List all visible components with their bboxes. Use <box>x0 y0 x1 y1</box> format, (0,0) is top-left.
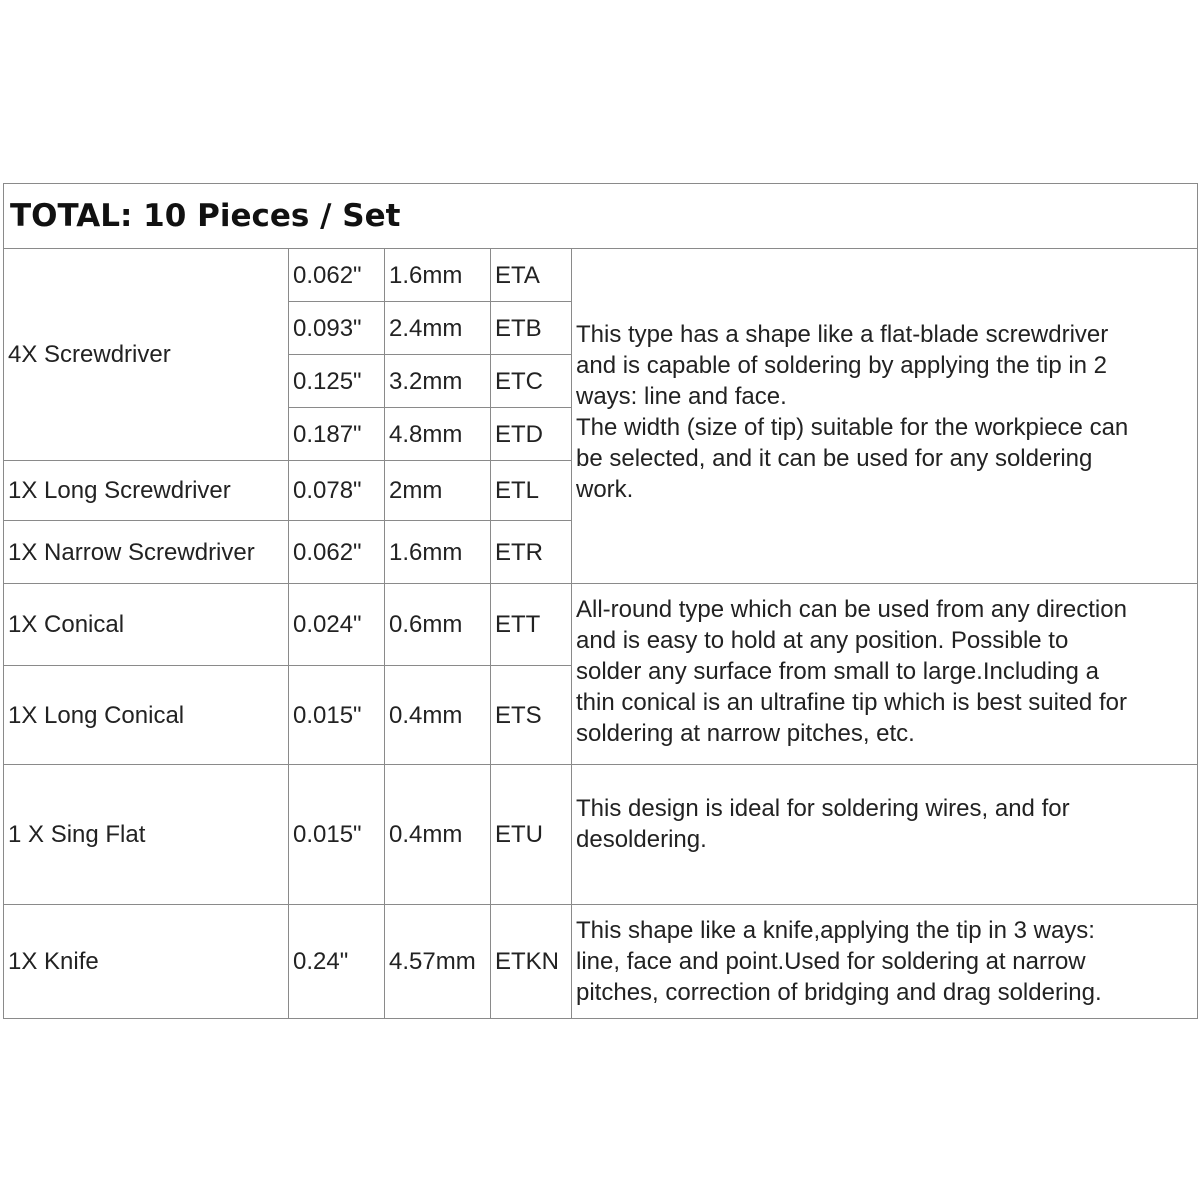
description-line: desoldering. <box>576 826 707 853</box>
tip-code: ETB <box>491 302 572 355</box>
tip-code: ETR <box>491 521 572 584</box>
size-mm: 1.6mm <box>385 521 491 584</box>
size-inch: 0.062" <box>289 521 385 584</box>
size-mm: 0.6mm <box>385 584 491 666</box>
size-mm: 0.4mm <box>385 765 491 905</box>
size-inch: 0.062" <box>289 249 385 302</box>
tip-code: ETT <box>491 584 572 666</box>
description-line: and is capable of soldering by applying the tip in 2 <box>576 352 1108 379</box>
tip-code: ETA <box>491 249 572 302</box>
item-name: 1 X Sing Flat <box>4 765 289 905</box>
tip-code: ETS <box>491 666 572 765</box>
description-line: This shape like a knife,applying the tip in 3 ways: <box>576 917 1095 944</box>
size-mm: 2mm <box>385 461 491 521</box>
description-line: soldering at narrow pitches, etc. <box>576 720 915 747</box>
description-line: This design is ideal for soldering wires, and for <box>576 795 1070 822</box>
size-inch: 0.024" <box>289 584 385 666</box>
description-line: All-round type which can be used from any direction <box>576 596 1127 623</box>
spec-table <box>3 183 1198 1019</box>
size-inch: 0.078" <box>289 461 385 521</box>
description-knife <box>572 905 1198 1019</box>
description-flat <box>572 765 1198 905</box>
size-mm: 1.6mm <box>385 249 491 302</box>
item-name: 1X Long Screwdriver <box>4 461 289 521</box>
table-row <box>4 765 1198 905</box>
size-inch: 0.187" <box>289 408 385 461</box>
description-conical <box>572 584 1198 765</box>
size-inch: 0.015" <box>289 765 385 905</box>
description-line: This type has a shape like a flat-blade screwdriver <box>576 321 1109 348</box>
tip-code: ETKN <box>491 905 572 1019</box>
description-line: be selected, and it can be used for any soldering <box>576 445 1093 472</box>
item-name: 1X Conical <box>4 584 289 666</box>
table-row <box>4 584 1198 666</box>
title-row <box>4 184 1198 249</box>
size-mm: 4.57mm <box>385 905 491 1019</box>
size-mm: 2.4mm <box>385 302 491 355</box>
table-title: TOTAL: 10 Pieces / Set <box>4 184 1198 249</box>
size-inch: 0.125" <box>289 355 385 408</box>
description-line: thin conical is an ultrafine tip which is best suited for <box>576 689 1127 716</box>
description-line: pitches, correction of bridging and drag soldering. <box>576 979 1102 1006</box>
table-row <box>4 905 1198 1019</box>
description-line: line, face and point.Used for soldering at narrow <box>576 948 1086 975</box>
description-screwdriver <box>572 249 1198 584</box>
tip-code: ETU <box>491 765 572 905</box>
item-name: 4X Screwdriver <box>4 249 289 461</box>
tip-code: ETC <box>491 355 572 408</box>
description-line: work. <box>576 476 634 503</box>
item-name: 1X Narrow Screwdriver <box>4 521 289 584</box>
size-mm: 4.8mm <box>385 408 491 461</box>
size-mm: 3.2mm <box>385 355 491 408</box>
tip-code: ETD <box>491 408 572 461</box>
description-line: ways: line and face. <box>576 383 787 410</box>
size-inch: 0.093" <box>289 302 385 355</box>
tip-code: ETL <box>491 461 572 521</box>
size-mm: 0.4mm <box>385 666 491 765</box>
description-line: solder any surface from small to large.Including a <box>576 658 1099 685</box>
description-line: The width (size of tip) suitable for the workpiece can <box>576 414 1129 441</box>
size-inch: 0.015" <box>289 666 385 765</box>
size-inch: 0.24" <box>289 905 385 1019</box>
description-line: and is easy to hold at any position. Possible to <box>576 627 1069 654</box>
item-name: 1X Knife <box>4 905 289 1019</box>
item-name: 1X Long Conical <box>4 666 289 765</box>
table-row <box>4 249 1198 302</box>
